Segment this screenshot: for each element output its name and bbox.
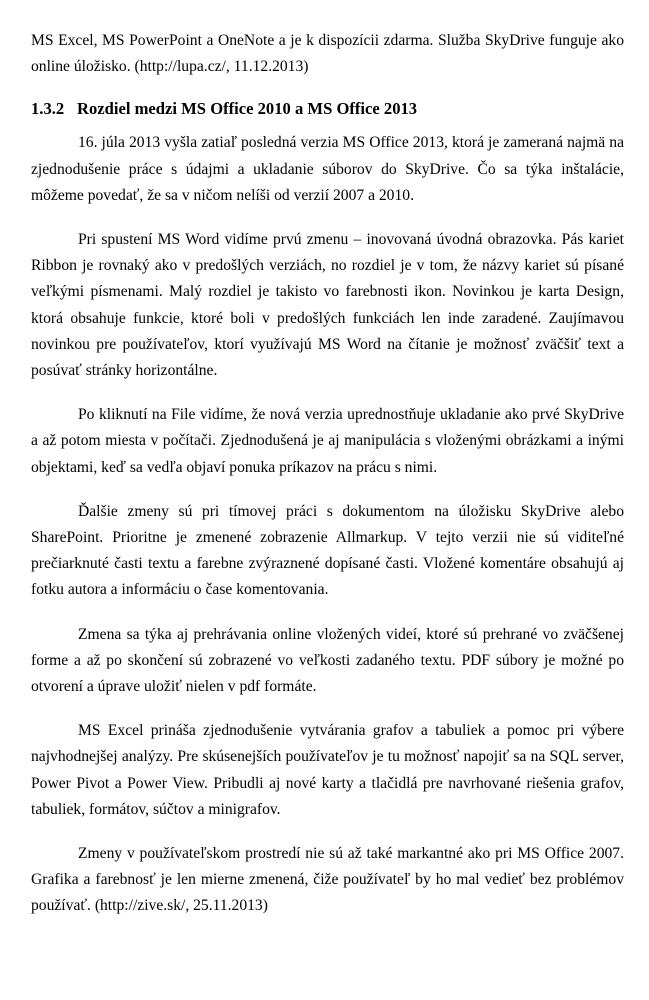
section-number: 1.3.2: [31, 99, 65, 119]
body-paragraph: Po kliknutí na File vidíme, že nová verzia uprednostňuje ukladanie ako prvé SkyDrive a až potom miesta v počítači. Zjednodušená je aj manipulácia s vloženými obrázkami a inými objektami, keď sa vedľa objaví ponuka príkazov na prácu s nimi.: [31, 406, 624, 476]
body-paragraph: Pri spustení MS Word vidíme prvú zmenu – inovovaná úvodná obrazovka. Pás kariet Ribbon je rovnaký ako v predošlých verziách, no rozdiel je v tom, že názvy kariet sú písané veľkými písmenami. Malý rozdiel je takisto vo farebnosti ikon. Novinkou je karta Design, ktorá obsahuje funkcie, ktoré boli v predošlých funkciách len inde zaradené. Zaujímavou novinkou pre používateľov, ktorí využívajú MS Word na čítanie je možnosť zväčšiť text a posúvať stránky horizontálne.: [31, 231, 624, 380]
document-page: [31, 28, 624, 920]
body-paragraph: MS Excel prináša zjednodušenie vytvárania grafov a tabuliek a pomoc pri výbere najvhodnejšej analýzy. Pre skúsenejších používateľov je tu možnosť napojiť sa na SQL server, Power Pivot a Power View. Pribudli aj nové karty a tlačidlá pre navrhované riešenia grafov, tabuliek, formátov, súčtov a minigrafov.: [31, 722, 624, 818]
section-heading: [31, 98, 624, 120]
body-paragraph: Zmeny v používateľskom prostredí nie sú až také markantné ako pri MS Office 2007. Grafika a farebnosť je len mierne zmenená, čiže používateľ by ho mal vedieť bez problémov používať. (http://zive.sk/, 25.11.2013): [31, 845, 624, 915]
body-paragraph: Ďalšie zmeny sú pri tímovej práci s dokumentom na úložisku SkyDrive alebo SharePoint. Prioritne je zmenené zobrazenie Allmarkup. V tejto verzii nie sú viditeľné prečiarknuté časti textu a farebne zvýraznené dopísané časti. Vložené komentáre obsahujú aj fotku autora a informáciu o čase komentovania.: [31, 502, 624, 599]
body-paragraph: 16. júla 2013 vyšla zatiaľ posledná verzia MS Office 2013, ktorá je zameraná najmä na zjednodušenie práce s údajmi a ukladanie súborov do SkyDrive. Čo sa týka inštalácie, môžeme povedať, že sa v ničom nelíši od verzií 2007 a 2010.: [31, 134, 624, 204]
intro-paragraph: MS Excel, MS PowerPoint a OneNote a je k dispozícii zdarma. Služba SkyDrive funguje ako online úložisko. (http://lupa.cz/, 11.12.2013): [31, 32, 624, 76]
section-title: Rozdiel medzi MS Office 2010 a MS Office 2013: [77, 99, 418, 119]
body-paragraph: Zmena sa týka aj prehrávania online vložených videí, ktoré sú prehrané vo zväčšenej forme a až po skončení sú zobrazené vo veľkosti zadaného textu. PDF súbory je možné po otvorení a úprave uložiť nielen v pdf formáte.: [31, 625, 624, 696]
